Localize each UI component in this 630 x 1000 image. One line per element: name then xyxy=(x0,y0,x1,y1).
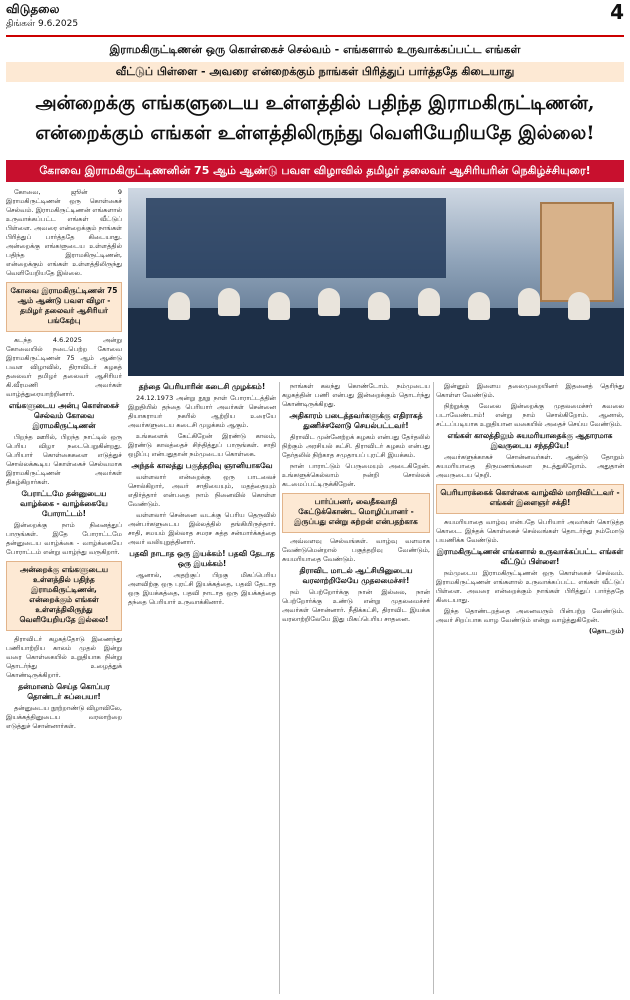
masthead xyxy=(6,2,624,36)
paragraph: கோவை, ஜூன் 9 இராமகிருட்டிணன் ஒரு கொள்கைச் செல்வம். இராமகிருட்டிணன் எங்களால் உருவாக்கப்பட்ட எங்கள் வீட்டுப் பிள்ளை. அவரை என்றைக்கும் நாங்கள் பிரித்துப் பார்த்ததே கிடையாது. அன்றைக்கு எங்களுடைய உள்ளத்தில் பதிந்த இராமகிருட்டிணன், என்றைக்கும் எங்கள் உள்ளத்திலிருந்து வெளியேறியதே இல்லை. xyxy=(6,188,122,277)
person-figure xyxy=(368,292,390,320)
section-heading: அன்றைக்கு எங்களுடைய உள்ளத்தில் பதிந்த இராமகிருட்டிணன், என்றைக்கும் எங்கள் உள்ளத்திலிருந்து வெளியேறியதே இல்லை! xyxy=(19,565,109,624)
person-figure xyxy=(168,292,190,320)
highlight-box xyxy=(6,561,122,631)
paragraph: உங்களைக் கேட்கிறேன் இரண்டு காலம், இரண்டு காலத்தைச் சிந்தித்துப் பாருங்கள். சாதி ஒழிப்பு என்பதுதான் நம்முடைய கொள்கை. xyxy=(128,432,276,458)
event-photo xyxy=(128,188,624,376)
paragraph: அவர்களுக்காகச் சொன்னவர்கள். ஆண்டு தோறும் சுயமரியாதை திருமணங்களை நடத்துகிறோம். அதுதான் அவருடைய நெறி. xyxy=(436,453,624,479)
section-heading: பார்ப்பனர், வைதீகவாதி கேட்டுக்கொண்ட மொழிப்பானர் - இருப்பது என்று சுற்றன் என்பதற்காக xyxy=(294,497,418,526)
article-column-2 xyxy=(128,382,276,994)
headline-line-2: என்றைக்கும் எங்கள் உள்ளத்திலிருந்து வெளியேறியதே இல்லை! xyxy=(35,122,595,144)
section-heading: தந்தை பெரியாரின் கடைசி முழக்கம்! xyxy=(138,382,266,391)
paragraph: தன்னுடைய நூற்றாண்டு விழாவிலே, இயக்கத்தினுடைய வரலாற்றை எடுத்துச் சொன்னார்கள். xyxy=(6,704,122,730)
kicker-line-2: வீட்டுப் பிள்ளை - அவரை என்றைக்கும் நாங்கள் பிரித்துப் பார்த்ததே கிடையாது xyxy=(6,62,624,82)
headline-line-1: அன்றைக்கு எங்களுடைய உள்ளத்தில் பதிந்த இராமகிருட்டிணன், xyxy=(35,92,595,114)
article-column-3 xyxy=(282,382,430,994)
section-heading: திராவிட மாடல் ஆட்சியினுடைய வரலாற்றிலேயே முதலமைச்சர்! xyxy=(299,566,413,585)
paragraph: நம் பெற்றோர்க்கு நான் இல்லை, நான் பெற்றோர்க்கு உண்டு என்று முதலமைச்சர் அவர்கள் சொன்னார். நீதிக்கட்சி, திராவிட இயக்க வரலாற்றிலேயே இது மிகப்பெரிய சாதனை. xyxy=(282,588,430,623)
section-heading: அந்தக் காலத்து பகுத்தறிவு ஞானியாகவே xyxy=(131,461,273,470)
section-heading: எங்களுடைய அன்பு கொள்கைச் செல்வம் கோவை இராமகிருட்டிணன் xyxy=(8,401,120,430)
section-heading: பேராட்டமே தன்னுடைய வாழ்க்கை - வாழ்க்கையே போராட்டம்! xyxy=(20,489,108,518)
paragraph: இன்றைக்கு நாம் நினைத்துப் பாருங்கள். இதே போராட்டமே தன்னுடைய வாழ்க்கை - வாழ்க்கையே போராட்டம் என்று வாழ்ந்து வருகிறார். xyxy=(6,521,122,556)
paragraph: நான் பாராட்டும் பெருமையும் அடைகிறேன். உங்களுக்கெல்லாம் நன்றி சொல்லக் கடமைப்பட்டிருக்கிறேன். xyxy=(282,462,430,488)
paragraph: நாங்கள் கலந்து கொண்டோம். நம்முடைய கழகத்தின் பணி என்பது இன்றைக்கும் தொடர்ந்து கொண்டிருக்கிறது. xyxy=(282,382,430,408)
kicker-line-1: இராமகிருட்டிணன் ஒரு கொள்கைச் செல்வம் - எங்களால் உருவாக்கப்பட்ட எங்கள் xyxy=(109,43,521,56)
paragraph: கடந்த 4.6.2025 அன்று கோவையில் நடைபெற்ற கோவை இராமகிருட்டிணன் 75 ஆம் ஆண்டு பவள விழாவில், திராவிடர் கழகத் தலைவர் தமிழர் தலைவர் ஆசிரியர் கி.வீரமணி அவர்கள் வாழ்த்துரையாற்றினார். xyxy=(6,336,122,398)
paragraph: திராவிடர் கழகத்தோடு இணைந்து பணியாற்றிய காலம் முதல் இன்று வரை கொள்கையில் உறுதியாக நின்று தொடர்ந்து உழைத்துக் கொண்டிருக்கிறார். xyxy=(6,635,122,679)
page-number: 4 xyxy=(610,0,624,24)
column-divider xyxy=(433,382,434,994)
paragraph: திராவிட முன்னேற்றக் கழகம் என்பது தேர்தலில் நிற்கும் அரசியல் கட்சி. திராவிடர் கழகம் என்பது தேர்தலில் நிற்காத சமுதாயப் புரட்சி இயக்கம். xyxy=(282,433,430,459)
person-figure xyxy=(268,292,290,320)
newspaper-name: விடுதலை xyxy=(6,2,60,16)
section-heading: இராமகிருட்டிணன் எங்களால் உருவாக்கப்பட்ட எங்கள் வீட்டுப் பிள்ளை! xyxy=(436,547,624,566)
paragraph: சுயமரியாதை வாழ்வு என்பதே பெரியார் அவர்கள் கொடுத்த கொடை. இந்தக் கொள்கைச் செல்வங்கள் தொடர்ந்து நம்மோடு பயணிக்க வேண்டும். xyxy=(436,518,624,544)
section-heading: எங்கள் காலத்திலும் சுயமரியாதைக்கு ஆதாரமாக இவருடைய சந்ததியே! xyxy=(447,431,613,450)
paragraph: இந்த தொண்டறத்தை அனைவரும் பின்பற்ற வேண்டும். அவர் சிறப்பாக வாழ வேண்டும் என்று வாழ்த்துகிறேன். xyxy=(436,607,624,624)
paragraph: நிற்றுக்கு வேலை இன்றைக்கு முதலமைச்சர் கவலை படாவேண்டாம்! என்று நாம் சொல்கிறோம். ஆனால், சட்டப்படியாக உறுதியான வகையில் அதைச் செய்ய வேண்டும். xyxy=(436,402,624,428)
issue-date: திங்கள் 9.6.2025 xyxy=(6,19,79,29)
paragraph: பிறந்த ஊரில், பிறந்த நாட்டில் ஒரு பெரிய விழா நடைபெறுகின்றது. பெரியார் கொள்கைகளை எடுத்துச் சொல்லக்கூடிய கொள்கைச் செல்வமாக இராமகிருட்டிணன் அவர்கள் திகழ்கிறார்கள். xyxy=(6,433,122,486)
paragraph: வள்ளலார் சென்னை வடக்கு பெரிய தெருவில் அன்பர்களுடைய இல்லத்தில் தங்கியிருந்தார். சாதி, சமயம் இல்லாத சமரச சுத்த சன்மார்க்கத்தை அவர் வலியுறுத்தினார். xyxy=(128,511,276,546)
person-figure xyxy=(218,288,240,316)
article-column-4 xyxy=(436,382,624,994)
highlight-box xyxy=(436,484,624,514)
subheadline-bar: கோவை இராமகிருட்டிணனின் 75 ஆம் ஆண்டு பவள விழாவில் தமிழர் தலைவர் ஆசிரியரின் நெகிழ்ச்சியுரை! xyxy=(6,160,624,182)
person-figure xyxy=(518,288,540,316)
person-figure xyxy=(418,288,440,316)
paragraph: இன்னும் இளைய தலைமுறையினர் இதனைத் தெரிந்து கொள்ள வேண்டும். xyxy=(436,382,624,399)
paragraph: நம்முடைய இராமகிருட்டிணன் ஒரு கொள்கைச் செல்வம். இராமகிருட்டிணன் எங்களால் உருவாக்கப்பட்ட எங்கள் வீட்டுப் பிள்ளை. அவரை என்றைக்கும் நாங்கள் பிரித்துப் பார்த்ததே கிடையாது. xyxy=(436,569,624,604)
section-heading: பெரியாரக்கைக் கொள்கை வாழ்வில் மாறிவிட்டவர் - எங்கள் இளைஞர் சக்தி! xyxy=(440,488,620,507)
person-figure xyxy=(318,288,340,316)
stage-banner xyxy=(146,198,446,278)
person-figure xyxy=(468,292,490,320)
article-column-1 xyxy=(6,188,122,994)
paragraph: 24.12.1973 அன்று நூறு நாள் போராட்டத்தின் இறுதியில் தந்தை பெரியார் அவர்கள் சென்னை தியாகராயர் நகரில் ஆற்றிய உரையே அவர்களுடைய கடைசி முழக்கம் ஆகும். xyxy=(128,394,276,429)
paragraph: அவ்வளவு செல்வங்கள். வாழ்வு வளமாக வேண்டுமென்றால் பகுத்தறிவு வேண்டும், சுயமரியாதை வேண்டும். xyxy=(282,537,430,563)
portrait-frame xyxy=(540,202,614,302)
section-heading: கோவை இராமகிருட்டிணன் 75 ஆம் ஆண்டு பவள விழா - தமிழர் தலைவர் ஆசிரியர் பங்கேற்பு xyxy=(10,286,118,325)
section-heading: தன்மானம் செய்த கொப்பர தொண்டர் சுப்பையா! xyxy=(18,682,110,701)
section-heading: பதவி நாடாத ஒரு இயக்கம்! பதவி தேடாத ஒரு இயக்கம்! xyxy=(129,549,275,568)
person-figure xyxy=(568,292,590,320)
section-heading: அதிகாரம் படைத்தவர்களுக்கு எதிராகத் துணிச்சலோடு செயல்பட்டவர்! xyxy=(289,411,423,430)
highlight-box xyxy=(282,493,430,533)
header-divider xyxy=(6,35,624,37)
continued-marker: (தொடரும்) xyxy=(588,627,624,635)
highlight-box xyxy=(6,282,122,332)
paragraph: ஆனால், அதற்குப் பிறகு மிகப்பெரிய அளவிற்கு ஒரு புரட்சி இயக்கத்தை, பதவி தேடாத ஒரு இயக்கத்தை, பதவி நாடாத ஒரு இயக்கத்தை தந்தை பெரியார் உருவாக்கினார். xyxy=(128,571,276,606)
paragraph: வள்ளலார் என்றைக்கு ஒரு பாடலைச் சொல்கிறார், அவர் சாதியையும், மதத்தையும் எதிர்த்தார் என்பதை நாம் நினைவில் கொள்ள வேண்டும். xyxy=(128,473,276,508)
headline xyxy=(6,88,624,148)
column-divider xyxy=(279,382,280,994)
